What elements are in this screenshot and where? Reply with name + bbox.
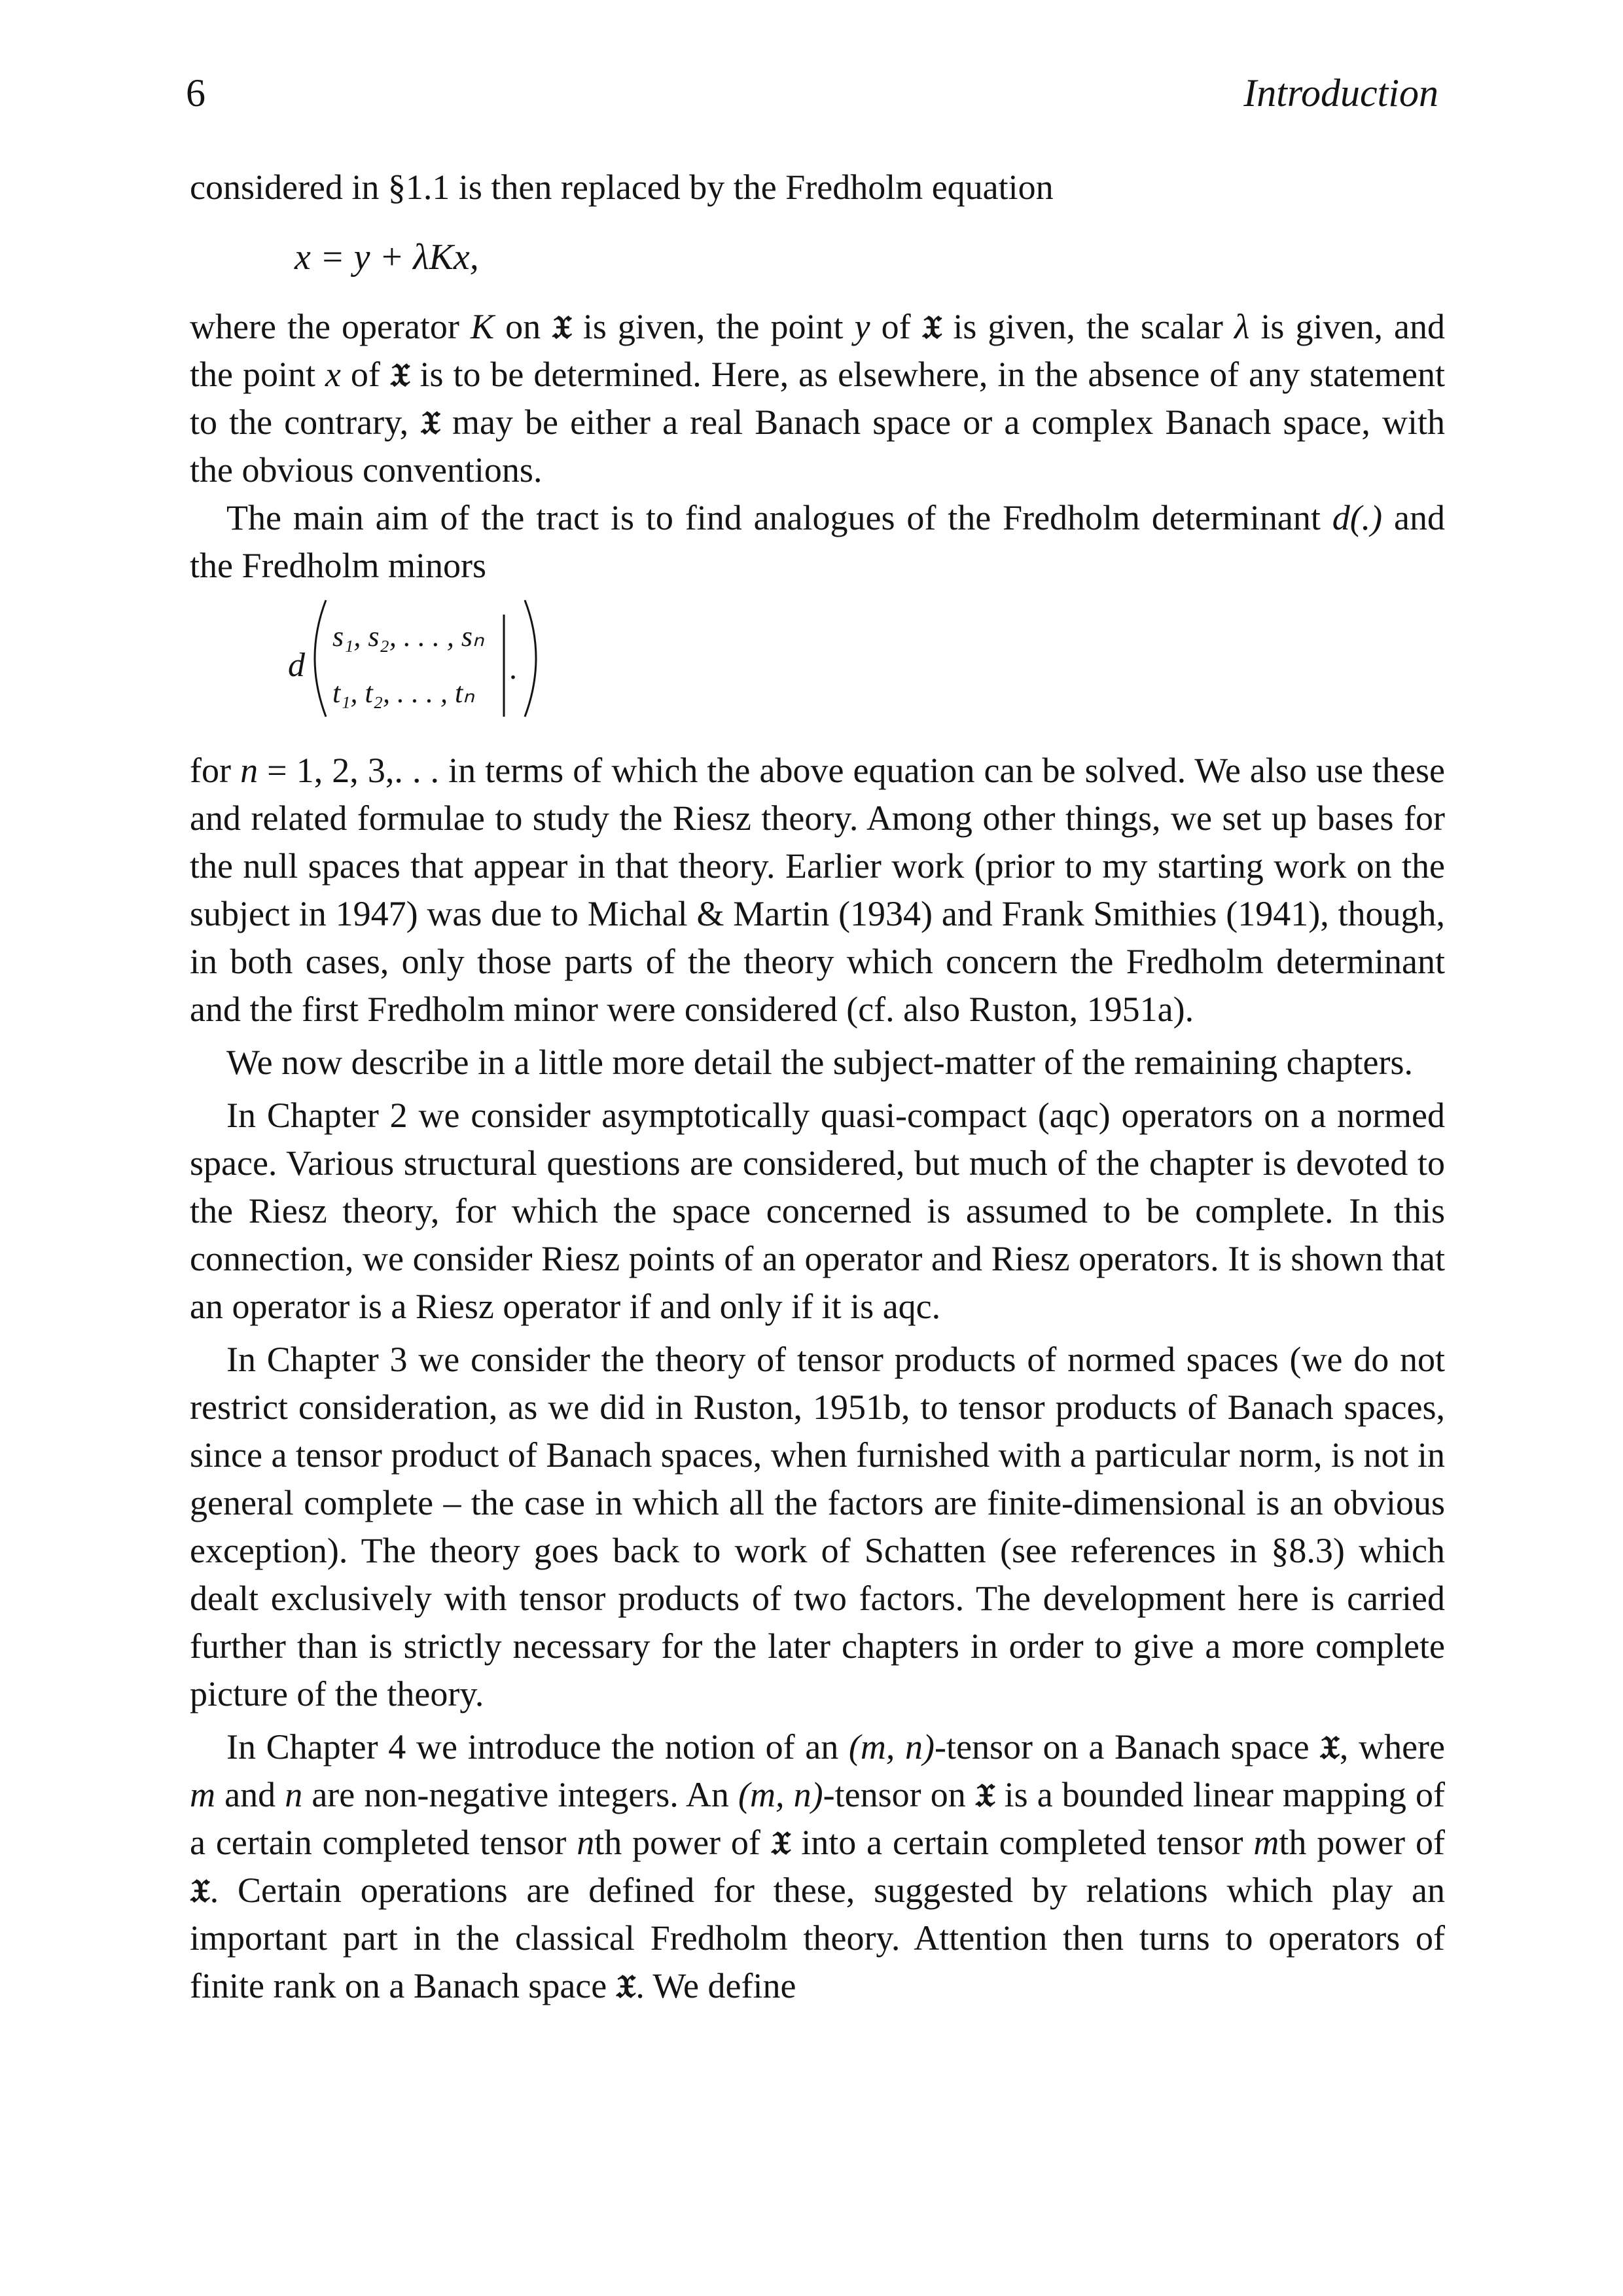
minor-top-row: s₁, s₂, . . . , sₙ — [332, 620, 484, 653]
paragraph-5: In Chapter 2 we consider asymptotically quasi-compact (aqc) operators on a normed space. Various structural questions are considered, but much of the chapter is devoted to the Riesz theory, for which the space concerned is assumed to be complete. In this connection, we consider Riesz points of an operator and Riesz operators. It is shown that an operator is a Riesz operator if and only if it is aqc. — [190, 1096, 1445, 1326]
paragraph-6: In Chapter 3 we consider the theory of tensor products of normed spaces (we do not restrict consideration, as we did in Ruston, 1951b, to tensor products of Banach spaces, since a tensor product of Banach spaces, when furnished with a particular norm, is not in general complete – the case in which all the factors are finite-dimensional is an obvious exception). The theory goes back to work of Schatten (see references in §8.3) which dealt exclusively with tensor products of two factors. The development here is carried further than is strictly necessary for the later chapters in order to give a more complete picture of the theory. — [190, 1340, 1445, 1713]
paragraph-3: for n = 1, 2, 3,. . . in terms of which the above equation can be solved. We also use these and related formulae to study the Riesz theory. Among other things, we set up bases for the null spaces that appear in that theory. Earlier work (prior to my starting work on the subject in 1947) was due to Michal & Martin (1934) and Frank Smithies (1941), though, in both cases, only those parts of the theory which concern the Fredholm determinant and the first Fredholm minor were considered (cf. also Ruston, 1951a). — [190, 751, 1446, 1029]
page-number: 6 — [186, 71, 205, 115]
text-line: considered in §1.1 is then replaced by the Fredholm equation — [190, 168, 1054, 207]
paragraph-2: The main aim of the tract is to find analogues of the Fredholm determinant d(.) and the Fredholm minors — [190, 498, 1446, 585]
minor-symbol: d — [288, 647, 305, 684]
right-paren — [525, 600, 536, 717]
equation-text: x = y + λKx, — [294, 237, 479, 278]
minor-dot: . — [509, 651, 517, 686]
fredholm-equation — [190, 211, 1445, 303]
minor-formula-graphic — [288, 592, 550, 743]
left-paren — [315, 600, 326, 717]
body-text — [190, 164, 1445, 2010]
minor-bottom-row: t₁, t₂, . . . , tₙ — [332, 677, 474, 709]
paragraph-1: where the operator K on 𝔛 is given, the point y of 𝔛 is given, the scalar λ is given, and the point x of 𝔛 is to be determined. Here, as elsewhere, in the absence of any statement to the contrary, 𝔛 may be either a real Banach space or a complex Banach space, with the obvious conventions. — [190, 307, 1446, 490]
fredholm-minor-formula — [190, 590, 1445, 747]
running-head: Introduction — [1243, 71, 1438, 115]
paragraph-7: In Chapter 4 we introduce the notion of an (m, n)-tensor on a Banach space 𝔛, where m and n are non-negative integers. An (m, n)-tensor on 𝔛 is a bounded linear mapping of a certain completed tensor nth power of 𝔛 into a certain completed tensor mth power of 𝔛. Certain operations are defined for these, suggested by relations which play an important part in the classical Fredholm theory. Attention then turns to operators of finite rank on a Banach space 𝔛. We define — [190, 1727, 1445, 2005]
paragraph-4: We now describe in a little more detail the subject-matter of the remaining chapters. — [226, 1043, 1413, 1082]
